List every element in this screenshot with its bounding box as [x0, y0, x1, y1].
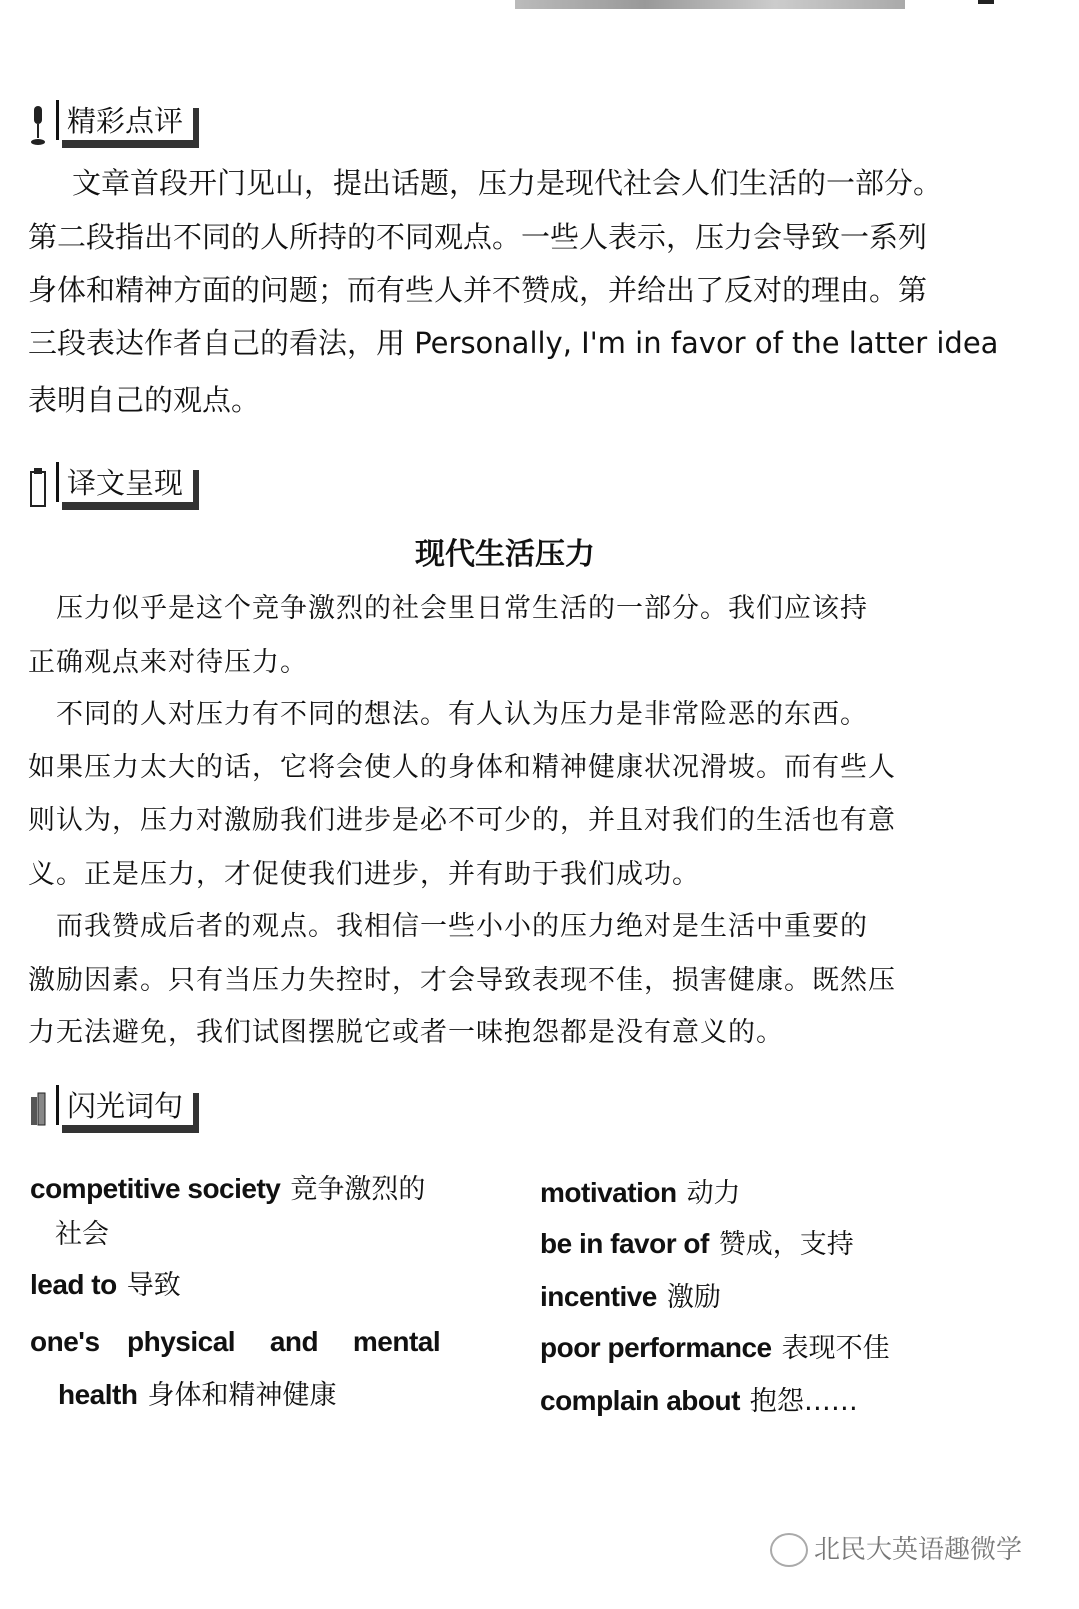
section-header-review: [30, 100, 250, 146]
section-header-translation: [30, 462, 250, 508]
vocab-meaning: 表现不佳: [781, 1333, 890, 1364]
vocab-meaning: 赞成，支持: [718, 1229, 854, 1260]
vocab-item: [540, 1176, 741, 1210]
vocab-item: [540, 1280, 721, 1314]
text-line: 力无法避免，我们试图摆脱它或者一味抱怨都是没有意义的。: [28, 1017, 784, 1048]
text-line: 文章首段开门见山，提出话题，压力是现代社会人们生活的一部分。: [72, 166, 943, 200]
watermark-text: 北民大英语趣微学: [814, 1535, 1023, 1565]
vocab-term: one's physical and mental: [30, 1326, 441, 1357]
text-line: 压力似乎是这个竞争激烈的社会里日常生活的一部分。我们应该持: [28, 593, 868, 624]
text-line: 第二段指出不同的人所持的不同观点。一些人表示，压力会导致一系列: [28, 220, 928, 254]
vocab-term: incentive: [540, 1281, 657, 1312]
text-line: 则认为，压力对激励我们进步是必不可少的，并且对我们的生活也有意: [28, 805, 896, 836]
section-title: 闪光词句: [56, 1085, 193, 1125]
wechat-icon: [770, 1533, 808, 1567]
vocab-item: [30, 1325, 450, 1359]
text-line: 三段表达作者自己的看法，用 Personally, I'm in favor of the latter idea: [28, 326, 999, 360]
vocab-meaning: 抱怨……: [749, 1386, 858, 1417]
vocab-meaning: 激励: [666, 1282, 721, 1313]
section-title: 精彩点评: [56, 100, 193, 140]
vocab-item: [58, 1378, 336, 1412]
page-number-fragment: [978, 0, 994, 4]
vocab-meaning: 动力: [686, 1178, 741, 1209]
text-line: 身体和精神方面的问题；而有些人并不赞成，并给出了反对的理由。第: [28, 273, 928, 307]
text-line: 义。正是压力，才促使我们进步，并有助于我们成功。: [28, 859, 700, 890]
clipboard-icon: [30, 466, 46, 508]
vocab-term: health: [58, 1379, 138, 1410]
vocab-item: [540, 1227, 854, 1261]
text-line: 表明自己的观点。: [28, 383, 261, 417]
vocab-term: be in favor of: [540, 1228, 709, 1259]
vocab-meaning: 竞争激烈的: [290, 1174, 426, 1205]
vocab-meaning: 社会: [55, 1219, 109, 1250]
microphone-icon: [30, 104, 46, 146]
books-icon: [30, 1089, 46, 1131]
vocab-item: [540, 1331, 890, 1365]
vocab-item: [30, 1268, 181, 1302]
vocab-term: lead to: [30, 1269, 117, 1300]
section-header-vocab: [30, 1085, 250, 1131]
vocab-meaning: 身体和精神健康: [147, 1380, 337, 1411]
text-line: 如果压力太大的话，它将会使人的身体和精神健康状况滑坡。而有些人: [28, 752, 896, 783]
vocab-meaning: 导致: [126, 1270, 181, 1301]
text-line: 而我赞成后者的观点。我相信一些小小的压力绝对是生活中重要的: [28, 911, 868, 942]
vocab-item: [540, 1384, 858, 1418]
text-line: 不同的人对压力有不同的想法。有人认为压力是非常险恶的东西。: [28, 699, 868, 730]
text-line: 正确观点来对待压力。: [28, 647, 308, 678]
vocab-term: poor performance: [540, 1332, 772, 1363]
vocab-term: motivation: [540, 1177, 677, 1208]
page-edge-decoration: [515, 0, 905, 9]
vocab-term: competitive society: [30, 1173, 281, 1204]
vocab-item: [30, 1172, 425, 1206]
vocab-item: [55, 1218, 109, 1252]
watermark: [770, 1533, 1022, 1567]
text-line: 激励因素。只有当压力失控时，才会导致表现不佳，损害健康。既然压: [28, 965, 896, 996]
translation-title: 现代生活压力: [415, 537, 595, 572]
vocab-term: complain about: [540, 1385, 740, 1416]
section-title: 译文呈现: [56, 462, 193, 502]
